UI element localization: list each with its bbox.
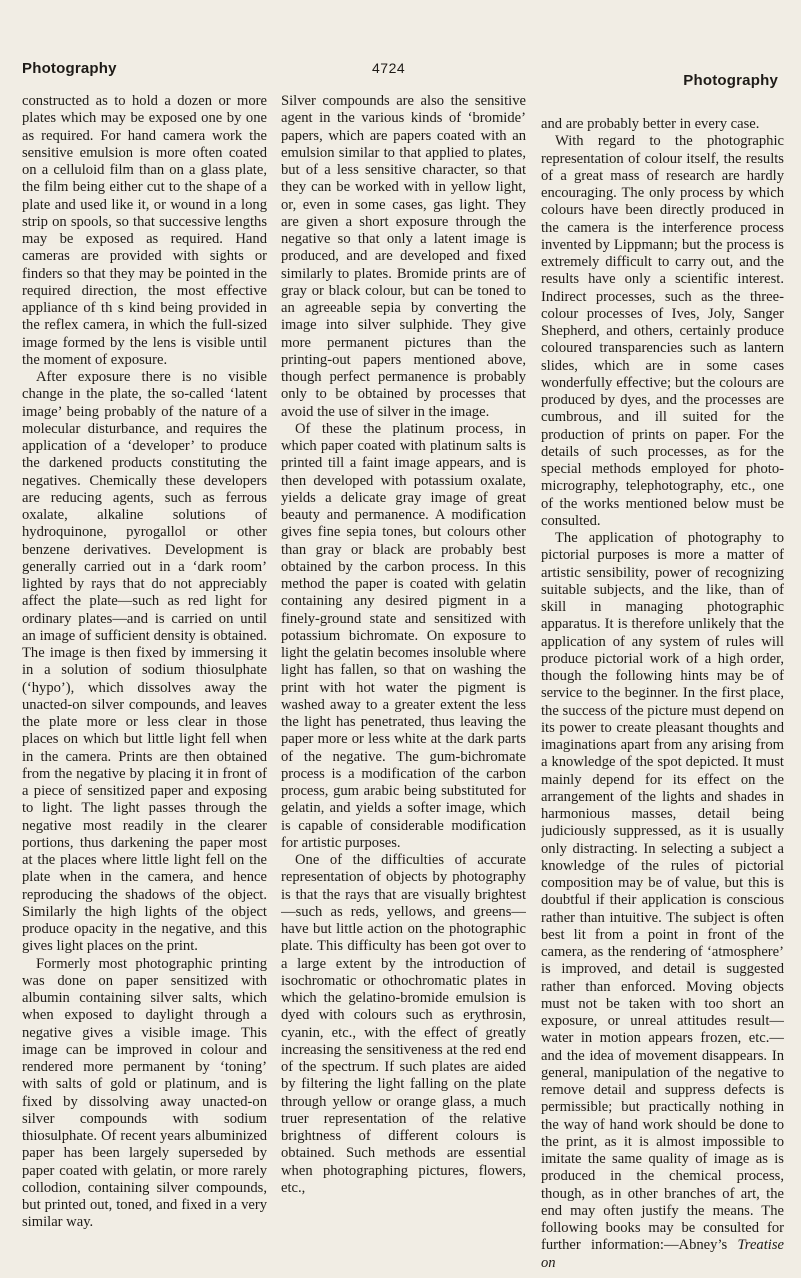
paragraph: constructed as to hold a dozen or more plates which may be exposed one by one as required. For hand camera work the sensitive emulsion is more often coated on a celluloid film than on a glass plate, the film being either cut to the shape of a plate and used like it, or wound in a long strip on spools, so that successive lengths may be exposed as required. Hand cameras are provided with sights or finders so that they may be pointed in the required direction, the most effective appliance of th s kind being provided in the reflex camera, in which the full-sized image formed by the lens is visible until the moment of exposure. — [22, 93, 267, 368]
paragraph: Silver compounds are also the sensitive agent in the various kinds of ‘bromide’ papers, which are papers coated with an emulsion similar to that applied to plates, but of a less sensitive character, so that they can be worked with in yellow light, or, even in some cases, gas light. They are given a short exposure through the negative so that only a latent image is produced, and are developed and fixed similarly to plates. Bromide prints are of gray or black colour, but can be toned to an agreeable sepia by converting the image into silver sulphide. They give more permanent pictures than the printing-out papers mentioned above, though perfect permanence is probably only to be obtained by processes that avoid the use of silver in the image. — [281, 93, 526, 420]
running-head-right: Photography — [683, 72, 778, 89]
text-column-3 — [541, 116, 784, 1268]
page-header — [0, 0, 801, 89]
paragraph-text: The application of photography to pictorial purposes is more a matter of artistic sensibility, power of recognizing suitable subjects, and the like, than of skill in managing photographic apparatus. It is therefore unlikely that the application of any system of rules will produce pictorial work of a high order, though the following hints may be of service to the beginner. In the first place, the success of the picture must depend on its power to create pleasant thoughts and imaginations apart from any arising from a knowledge of the spot depicted. It must mainly depend for its effect on the arrangement of the lights and shades in harmonious masses, detail being judiciously suppressed, as it is usually only distracting. In selecting a subject a knowledge of the rules of pictorial composition may be of value, but this is doubtful if their application is conscious rather than intuitive. The subject is often best lit from a point in front of the camera, as the rendering of ‘atmosphere’ is improved, and detail is suggested rather than enforced. Moving objects must not be taken with too short an exposure, or unreal attitudes result—water in motion appears frozen, etc.—and the idea of movement disappears. In general, manipulation of the negative to remove detail and suppress defects is permissible; but practically nothing in the way of hand work should be done to the print, as it is almost impossible to imitate the same quality of image as is produced in the chemical process, though, as in other branches of art, the end may often justify the means. The following books may be consulted for further information:—Abney’s — [541, 530, 784, 1254]
paragraph: After exposure there is no visible change in the plate, the so-called ‘latent image’ being probably of the nature of a molecular disturbance, and requires the application of a ‘developer’ to produce the darkened products constituting the negatives. Chemically these developers are reducing agents, such as ferrous oxalate, alkaline solutions of hydroquinone, pyrogallol or other benzene derivatives. Development is generally carried out in a ‘dark room’ lighted by rays that do not appreciably affect the plate—such as red light for ordinary plates—and is carried on until an image of sufficient density is obtained. The image is then fixed by immersing it in a solution of sodium thiosulphate (‘hypo’), which dissolves away the unacted-on silver compounds, and leaves the plate more or less clear in those places on which but little light fell when in the camera. Prints are then obtained from the negative by placing it in front of a piece of sensitized paper and exposing to light. The light passes through the negative most readily in the clearer portions, thus darkening the paper most at the places where little light fell on the plate when in the camera, and hence reproducing the shadows of the object. Similarly the high lights of the object produce opacity in the negative, and this gives light places on the print. — [22, 369, 267, 955]
running-head-left: Photography — [22, 60, 117, 77]
paragraph: One of the difficulties of accurate representation of objects by photography is that the rays that are visually brightest—such as reds, yellows, and greens—have but little action on the photographic plate. This difficulty has been got over to a large extent by the introduction of isochromatic or othochromatic plates in which the gelatino-bromide emulsion is dyed with colours such as erythrosin, cyanin, etc., with the effect of greatly increasing the sensitiveness at the red end of the spectrum. If such plates are aided by filtering the light falling on the plate through yellow or orange glass, a much truer representation of the relative brightness of different colours is obtained. Such methods are essential when photographing pictures, flowers, etc., — [281, 852, 526, 1196]
text-column-1 — [22, 93, 267, 1268]
paragraph: and are probably better in every case. — [541, 116, 760, 132]
paragraph: Formerly most photographic printing was done on paper sensitized with albumin containing silver salts, which when exposed to daylight through a negative gives a visible image. This image can be improved in colour and rendered more permanent by ‘toning’ with salts of gold or platinum, and is fixed by dissolving away unacted-on silver compounds with sodium thiosulphate. Of recent years albuminized paper has been largely superseded by paper coated with gelatin, or more rarely collodion, containing silver compounds, but printed out, toned, and fixed in a very similar way. — [22, 955, 267, 1231]
paragraph: Of these the platinum process, in which paper coated with platinum salts is printed till a faint image appears, and is then developed with potassium oxalate, yields a delicate gray image of great beauty and permanence. A modification gives fine sepia tones, but colours other than gray or black are probably best obtained by the carbon process. In this method the paper is coated with gelatin containing any desired pigment in a finely-ground state and sensitized with potassium bichromate. On exposure to light the gelatin becomes insoluble where light has fallen, so that on washing the print with hot water the pigment is washed away to a greater extent the less the light has penetrated, thus leaving the paper more or less white at the dark parts of the negative. The gum-bichromate process is a modification of the carbon process, gum arabic being substituted for gelatin, and yields a softer image, which is capable of considerable modification for artistic purposes. — [281, 420, 526, 851]
paragraph: With regard to the photographic representation of colour itself, the results of a great mass of research are hardly encouraging. The only process by which colours have been directly produced in the camera is the interference process invented by Lippmann; but the process is extremely difficult to carry out, and the results have only a scientific interest. Indirect processes, such as the three-colour processes of Ives, Joly, Sanger Shepherd, and others, certainly produce coloured transparencies such as lantern slides, which are in some cases wonderfully effective; but the colours are produced by dyes, and the processes are cumbrous, and ill suited for the production of prints on paper. For the details of such processes, as for the special methods employed for photo-micrography, telephotography, etc., one of the works mentioned below must be consulted. — [541, 133, 784, 529]
paragraph — [541, 530, 784, 1268]
page-number: 4724 — [372, 60, 406, 76]
text-column-2 — [281, 93, 526, 1268]
book-title-italic: Treatise on — [541, 1237, 784, 1268]
